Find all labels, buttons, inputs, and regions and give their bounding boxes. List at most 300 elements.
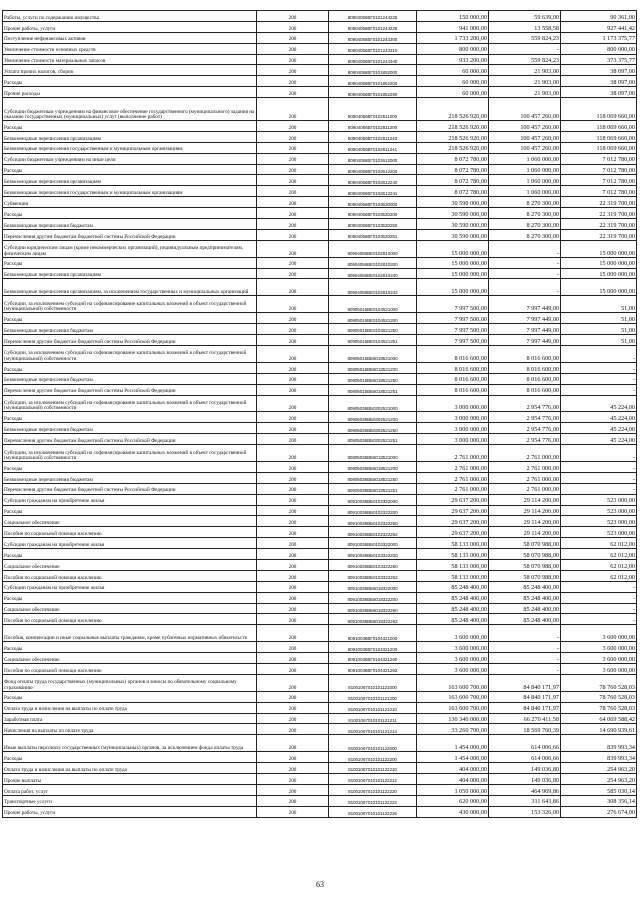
executed-amount: -: [489, 257, 561, 268]
table-row: [3, 268, 637, 279]
unexecuted-amount: 45 224,00: [561, 412, 637, 423]
line-code: 200: [257, 268, 329, 279]
expense-name: Безвозмездные перечисления бюджетам: [3, 472, 257, 483]
table-row: [3, 11, 637, 22]
line-code: 200: [257, 362, 329, 373]
unexecuted-amount: -: [561, 614, 637, 625]
executed-amount: 8 270 300,00: [489, 197, 561, 208]
classification-code: 80904056ВГ0102611240: [329, 131, 417, 142]
approved-amount: 30 590 000,00: [417, 197, 489, 208]
classification-code: 80904056ВГ0101244225: [329, 11, 417, 22]
executed-amount: 100 457 260,00: [489, 98, 561, 121]
unexecuted-amount: 51,00: [561, 296, 637, 313]
approved-amount: 150 000,00: [417, 11, 489, 22]
executed-amount: 149 036,80: [489, 774, 561, 785]
executed-amount: 58 070 988,00: [489, 538, 561, 549]
unexecuted-amount: 15 000 000,00: [561, 268, 637, 279]
classification-code: 81001067010101122212: [329, 774, 417, 785]
expense-name: Заработная плата: [3, 713, 257, 724]
executed-amount: -: [489, 240, 561, 257]
line-code: 200: [257, 279, 329, 296]
table-row: [3, 175, 637, 186]
table-row: [3, 423, 637, 434]
unexecuted-amount: -: [561, 384, 637, 395]
approved-amount: 941 000,00: [417, 21, 489, 32]
unexecuted-amount: 1 173 375,77: [561, 32, 637, 43]
approved-amount: 15 000 000,00: [417, 279, 489, 296]
line-code: 200: [257, 674, 329, 691]
line-code: 200: [257, 663, 329, 674]
approved-amount: 130 340 000,00: [417, 713, 489, 724]
executed-amount: 84 840 171,97: [489, 702, 561, 713]
approved-amount: 3 000 000,00: [417, 423, 489, 434]
executed-amount: 614 006,66: [489, 735, 561, 752]
table-row: [3, 197, 637, 208]
unexecuted-amount: 15 000 000,00: [561, 279, 637, 296]
table-row: [3, 663, 637, 674]
classification-code: 80910036ВБ5018322260: [329, 603, 417, 614]
table-row: [3, 538, 637, 549]
classification-code: 81001067010101121213: [329, 724, 417, 735]
line-code: 200: [257, 11, 329, 22]
classification-code: 80904056ВГ0103530200: [329, 208, 417, 219]
approved-amount: 2 761 000,00: [417, 472, 489, 483]
table-row: [3, 691, 637, 702]
line-code: 200: [257, 54, 329, 65]
executed-amount: 8 270 300,00: [489, 219, 561, 230]
approved-amount: 8 016 600,00: [417, 362, 489, 373]
executed-amount: 85 248 400,00: [489, 592, 561, 603]
approved-amount: 8 016 600,00: [417, 384, 489, 395]
executed-amount: 2 954 776,00: [489, 434, 561, 445]
line-code: 200: [257, 412, 329, 423]
unexecuted-amount: 14 690 939,61: [561, 724, 637, 735]
expense-name: Прочие работы, услуги: [3, 806, 257, 817]
unexecuted-amount: 373 375,77: [561, 54, 637, 65]
expense-name: Субвенции: [3, 197, 257, 208]
table-row: [3, 614, 637, 625]
classification-code: 81001067010101122222: [329, 795, 417, 806]
table-row: [3, 65, 637, 76]
unexecuted-amount: -: [561, 373, 637, 384]
approved-amount: 1 050 000,00: [417, 784, 489, 795]
approved-amount: 85 248 400,00: [417, 603, 489, 614]
table-row: [3, 257, 637, 268]
line-code: 200: [257, 570, 329, 581]
line-code: 200: [257, 445, 329, 462]
executed-amount: 7 997 449,00: [489, 335, 561, 346]
table-row: [3, 324, 637, 335]
unexecuted-amount: 62 012,00: [561, 538, 637, 549]
unexecuted-amount: 276 674,00: [561, 806, 637, 817]
table-row: [3, 592, 637, 603]
approved-amount: 8 016 600,00: [417, 373, 489, 384]
expense-name: Безвозмездные перечисления государственным и муниципальным организациям: [3, 142, 257, 153]
classification-code: 80904056ВГ0103530000: [329, 197, 417, 208]
line-code: 200: [257, 121, 329, 132]
approved-amount: 15 000 000,00: [417, 240, 489, 257]
table-row: [3, 806, 637, 817]
executed-amount: 85 248 400,00: [489, 603, 561, 614]
line-code: 200: [257, 164, 329, 175]
line-code: 200: [257, 752, 329, 763]
line-code: 200: [257, 735, 329, 752]
classification-code: 80910036ВБ0103322262: [329, 570, 417, 581]
table-row: [3, 642, 637, 653]
approved-amount: 218 526 920,00: [417, 98, 489, 121]
line-code: 200: [257, 505, 329, 516]
executed-amount: -: [489, 625, 561, 642]
approved-amount: 7 997 500,00: [417, 335, 489, 346]
executed-amount: 29 114 200,00: [489, 505, 561, 516]
approved-amount: 8 072 780,00: [417, 153, 489, 164]
expense-name: Социальное обеспечение: [3, 603, 257, 614]
executed-amount: 8 270 300,00: [489, 229, 561, 240]
unexecuted-amount: -: [561, 461, 637, 472]
executed-amount: 2 761 000,00: [489, 472, 561, 483]
executed-amount: 21 903,00: [489, 76, 561, 87]
approved-amount: 7 997 500,00: [417, 296, 489, 313]
executed-amount: 100 457 260,00: [489, 131, 561, 142]
approved-amount: 30 590 000,00: [417, 208, 489, 219]
unexecuted-amount: 7 012 780,00: [561, 164, 637, 175]
table-row: [3, 559, 637, 570]
line-code: 200: [257, 713, 329, 724]
approved-amount: 163 600 700,00: [417, 691, 489, 702]
classification-code: 80904056ВГ0101244310: [329, 43, 417, 54]
classification-code: 80910036ВБ0103322000: [329, 538, 417, 549]
unexecuted-amount: 523 000,00: [561, 516, 637, 527]
executed-amount: 8 016 600,00: [489, 373, 561, 384]
approved-amount: 163 600 700,00: [417, 674, 489, 691]
executed-amount: 29 114 200,00: [489, 516, 561, 527]
expense-name: Субсидии, за исключением субсидий на софинансирование капитальных вложений в объект государственной (муниципальной) собственности: [3, 445, 257, 462]
expense-name: Расходы: [3, 549, 257, 560]
line-code: 200: [257, 423, 329, 434]
approved-amount: 163 600 700,00: [417, 702, 489, 713]
page-number: 63: [316, 880, 324, 889]
table-row: [3, 763, 637, 774]
unexecuted-amount: -: [561, 345, 637, 362]
unexecuted-amount: 45 224,00: [561, 434, 637, 445]
table-row: [3, 570, 637, 581]
line-code: 200: [257, 516, 329, 527]
executed-amount: -: [489, 653, 561, 664]
table-row: [3, 434, 637, 445]
unexecuted-amount: 22 319 700,00: [561, 197, 637, 208]
expense-name: Оплата труда и начисления на выплаты по оплате труда: [3, 763, 257, 774]
approved-amount: 3 600 000,00: [417, 625, 489, 642]
classification-code: 80904056ВЕ0102810240: [329, 268, 417, 279]
unexecuted-amount: 800 000,00: [561, 43, 637, 54]
executed-amount: 84 840 171,97: [489, 691, 561, 702]
classification-code: 81001067010101122210: [329, 763, 417, 774]
approved-amount: 2 761 000,00: [417, 445, 489, 462]
line-code: 200: [257, 142, 329, 153]
line-code: 200: [257, 313, 329, 324]
classification-code: 80904056ВГ0101244340: [329, 54, 417, 65]
unexecuted-amount: 38 097,00: [561, 76, 637, 87]
unexecuted-amount: 927 441,42: [561, 21, 637, 32]
approved-amount: 8 016 600,00: [417, 345, 489, 362]
classification-code: 80910036ВГ0104321200: [329, 642, 417, 653]
approved-amount: 2 761 000,00: [417, 483, 489, 494]
approved-amount: 30 590 000,00: [417, 219, 489, 230]
table-row: [3, 505, 637, 516]
approved-amount: 800 000,00: [417, 43, 489, 54]
approved-amount: 29 637 200,00: [417, 527, 489, 538]
table-row: [3, 494, 637, 505]
expense-name: Безвозмездные перечисления бюджетам: [3, 423, 257, 434]
table-row: [3, 713, 637, 724]
expense-name: Увеличение стоимости основных средств: [3, 43, 257, 54]
unexecuted-amount: 839 993,34: [561, 735, 637, 752]
classification-code: 81001067010101122000: [329, 735, 417, 752]
unexecuted-amount: 51,00: [561, 324, 637, 335]
line-code: 200: [257, 197, 329, 208]
expense-name: Фонд оплаты труда государственных (муниципальных) органов и взносы по обязательному социальному страхованию: [3, 674, 257, 691]
unexecuted-amount: 118 069 660,00: [561, 98, 637, 121]
table-row: [3, 153, 637, 164]
table-row: [3, 461, 637, 472]
table-row: [3, 373, 637, 384]
unexecuted-amount: 523 000,00: [561, 494, 637, 505]
table-row: [3, 208, 637, 219]
approved-amount: 7 997 500,00: [417, 313, 489, 324]
expense-name: Иные выплаты персоналу государственных (муниципальных) органов, за исключением фонда оплаты труда: [3, 735, 257, 752]
line-code: 200: [257, 335, 329, 346]
table-row: [3, 229, 637, 240]
line-code: 200: [257, 257, 329, 268]
approved-amount: 1 454 000,00: [417, 735, 489, 752]
unexecuted-amount: -: [561, 592, 637, 603]
approved-amount: 2 761 000,00: [417, 461, 489, 472]
classification-code: 80904056ВГ0102611000: [329, 98, 417, 121]
classification-code: 80904056ВГ0102612000: [329, 153, 417, 164]
expense-name: Перечисления другим бюджетам бюджетной системы Российской Федерации: [3, 434, 257, 445]
expense-name: Субсидии бюджетным учреждениям на финансовое обеспечение государственного (муниципального) задания на оказание государственных (муниципальных) услуг (выполнение работ): [3, 98, 257, 121]
line-code: 200: [257, 642, 329, 653]
expense-name: Оплата работ, услуг: [3, 784, 257, 795]
line-code: 200: [257, 472, 329, 483]
executed-amount: 149 036,80: [489, 763, 561, 774]
unexecuted-amount: 22 319 700,00: [561, 208, 637, 219]
expense-name: Расходы: [3, 691, 257, 702]
approved-amount: 1 454 000,00: [417, 752, 489, 763]
approved-amount: 58 133 000,00: [417, 570, 489, 581]
expense-name: Безвозмездные перечисления организациям: [3, 131, 257, 142]
table-row: [3, 240, 637, 257]
expense-name: Социальное обеспечение: [3, 653, 257, 664]
classification-code: 81001067010101122226: [329, 806, 417, 817]
expense-name: Оплата труда и начисления на выплаты по оплате труда: [3, 702, 257, 713]
approved-amount: 3 000 000,00: [417, 395, 489, 412]
unexecuted-amount: 3 600 000,00: [561, 663, 637, 674]
executed-amount: 1 060 000,00: [489, 164, 561, 175]
executed-amount: 21 903,00: [489, 65, 561, 76]
table-row: [3, 121, 637, 132]
expense-name: Безвозмездные перечисления бюджетам: [3, 324, 257, 335]
executed-amount: 1 060 000,00: [489, 153, 561, 164]
classification-code: 80910036ВГ0104321260: [329, 653, 417, 664]
executed-amount: 559 824,23: [489, 32, 561, 43]
expense-name: Расходы: [3, 505, 257, 516]
classification-code: 80904056ВЕ0102810242: [329, 279, 417, 296]
approved-amount: 3 600 000,00: [417, 653, 489, 664]
approved-amount: 85 248 400,00: [417, 592, 489, 603]
table-row: [3, 131, 637, 142]
classification-code: 80910036ВБ0102322200: [329, 505, 417, 516]
unexecuted-amount: 38 097,00: [561, 65, 637, 76]
table-row: [3, 674, 637, 691]
executed-amount: 614 006,66: [489, 752, 561, 763]
unexecuted-amount: -: [561, 472, 637, 483]
expense-name: Прочие расходы: [3, 87, 257, 98]
line-code: 200: [257, 76, 329, 87]
expense-name: Расходы: [3, 164, 257, 175]
line-code: 200: [257, 603, 329, 614]
expense-name: Перечисления другим бюджетам бюджетной системы Российской Федерации: [3, 384, 257, 395]
executed-amount: 2 954 776,00: [489, 395, 561, 412]
line-code: 200: [257, 434, 329, 445]
expense-name: Расходы: [3, 76, 257, 87]
classification-code: 80905036ВБ0302521251: [329, 434, 417, 445]
expense-name: Увеличение стоимости материальных запасов: [3, 54, 257, 65]
table-row: [3, 164, 637, 175]
executed-amount: 153 326,00: [489, 806, 561, 817]
classification-code: 80910036ВГ0104321262: [329, 663, 417, 674]
executed-amount: 2 954 776,00: [489, 423, 561, 434]
unexecuted-amount: -: [561, 362, 637, 373]
expense-name: Безвозмездные перечисления организациям: [3, 268, 257, 279]
executed-amount: -: [489, 43, 561, 54]
classification-code: 80905036ВБ5018521250: [329, 472, 417, 483]
unexecuted-amount: 62 012,00: [561, 559, 637, 570]
expense-name: Субсидии бюджетным учреждениям на иные цели: [3, 153, 257, 164]
line-code: 200: [257, 219, 329, 230]
table-row: [3, 345, 637, 362]
table-row: [3, 313, 637, 324]
unexecuted-amount: 62 012,00: [561, 549, 637, 560]
approved-amount: 33 260 700,00: [417, 724, 489, 735]
classification-code: 81001067010101121210: [329, 702, 417, 713]
classification-code: 80905036ВБ5018521200: [329, 461, 417, 472]
expense-name: Безвозмездные перечисления бюджетам: [3, 219, 257, 230]
unexecuted-amount: 7 012 780,00: [561, 153, 637, 164]
classification-code: 80905016ВБ5018521251: [329, 384, 417, 395]
executed-amount: 2 761 000,00: [489, 445, 561, 462]
approved-amount: 620 000,00: [417, 795, 489, 806]
line-code: 200: [257, 384, 329, 395]
expense-name: Прочие выплаты: [3, 774, 257, 785]
classification-code: 80904056ВГ0102611200: [329, 121, 417, 132]
line-code: 200: [257, 186, 329, 197]
expense-name: Субсидии гражданам на приобретение жилья: [3, 581, 257, 592]
executed-amount: 559 824,23: [489, 54, 561, 65]
executed-amount: 1 060 000,00: [489, 186, 561, 197]
executed-amount: 8 016 600,00: [489, 345, 561, 362]
classification-code: 80904056ВГ0102612240: [329, 175, 417, 186]
classification-code: 80904056ВГ0101852290: [329, 87, 417, 98]
table-row: [3, 76, 637, 87]
line-code: 200: [257, 175, 329, 186]
approved-amount: 58 133 000,00: [417, 538, 489, 549]
expense-name: Субсидии, за исключением субсидий на софинансирование капитальных вложений в объект государственной (муниципальной) собственности: [3, 345, 257, 362]
table-row: [3, 483, 637, 494]
expense-name: Безвозмездные перечисления бюджетам: [3, 373, 257, 384]
executed-amount: 13 558,58: [489, 21, 561, 32]
approved-amount: 29 637 200,00: [417, 505, 489, 516]
classification-code: 80905016ВЕ0104521250: [329, 324, 417, 335]
unexecuted-amount: -: [561, 483, 637, 494]
approved-amount: 15 000 000,00: [417, 257, 489, 268]
approved-amount: 3 600 000,00: [417, 663, 489, 674]
executed-amount: 7 997 449,00: [489, 324, 561, 335]
line-code: 200: [257, 691, 329, 702]
unexecuted-amount: 90 361,00: [561, 11, 637, 22]
line-code: 200: [257, 21, 329, 32]
line-code: 200: [257, 538, 329, 549]
executed-amount: 29 114 200,00: [489, 494, 561, 505]
classification-code: 81001067010101122200: [329, 752, 417, 763]
unexecuted-amount: 254 963,20: [561, 763, 637, 774]
classification-code: 80905036ВБ0302521250: [329, 423, 417, 434]
unexecuted-amount: 45 224,00: [561, 423, 637, 434]
line-code: 200: [257, 795, 329, 806]
unexecuted-amount: 51,00: [561, 313, 637, 324]
unexecuted-amount: 3 600 000,00: [561, 625, 637, 642]
unexecuted-amount: 7 012 780,00: [561, 175, 637, 186]
table-row: [3, 54, 637, 65]
line-code: 200: [257, 98, 329, 121]
approved-amount: 29 637 200,00: [417, 494, 489, 505]
line-code: 200: [257, 702, 329, 713]
classification-code: 80904056ВГ0103530251: [329, 229, 417, 240]
expense-name: Поступление нефинансовых активов: [3, 32, 257, 43]
expense-name: Транспортные услуги: [3, 795, 257, 806]
line-code: 200: [257, 724, 329, 735]
executed-amount: 7 997 449,00: [489, 296, 561, 313]
classification-code: 80904056ВГ0101852200: [329, 76, 417, 87]
table-row: [3, 581, 637, 592]
table-row: [3, 603, 637, 614]
approved-amount: 404 000,00: [417, 774, 489, 785]
table-row: [3, 625, 637, 642]
table-row: [3, 795, 637, 806]
unexecuted-amount: 523 000,00: [561, 527, 637, 538]
unexecuted-amount: 64 069 588,42: [561, 713, 637, 724]
executed-amount: 85 248 400,00: [489, 581, 561, 592]
expense-name: Работы, услуги по содержанию имущества: [3, 11, 257, 22]
classification-code: 80905016ВБ5018521200: [329, 362, 417, 373]
line-code: 200: [257, 527, 329, 538]
table-body: [3, 11, 637, 818]
unexecuted-amount: 523 000,00: [561, 505, 637, 516]
table-row: [3, 724, 637, 735]
approved-amount: 933 200,00: [417, 54, 489, 65]
classification-code: 80905036ВБ5018521000: [329, 445, 417, 462]
approved-amount: 430 000,00: [417, 806, 489, 817]
executed-amount: 2 761 000,00: [489, 483, 561, 494]
classification-code: 80904056ВЕ0102810000: [329, 240, 417, 257]
unexecuted-amount: -: [561, 445, 637, 462]
unexecuted-amount: 7 012 780,00: [561, 186, 637, 197]
budget-execution-table: [2, 10, 637, 818]
executed-amount: 58 070 988,00: [489, 570, 561, 581]
table-row: [3, 384, 637, 395]
executed-amount: -: [489, 642, 561, 653]
approved-amount: 85 248 400,00: [417, 581, 489, 592]
